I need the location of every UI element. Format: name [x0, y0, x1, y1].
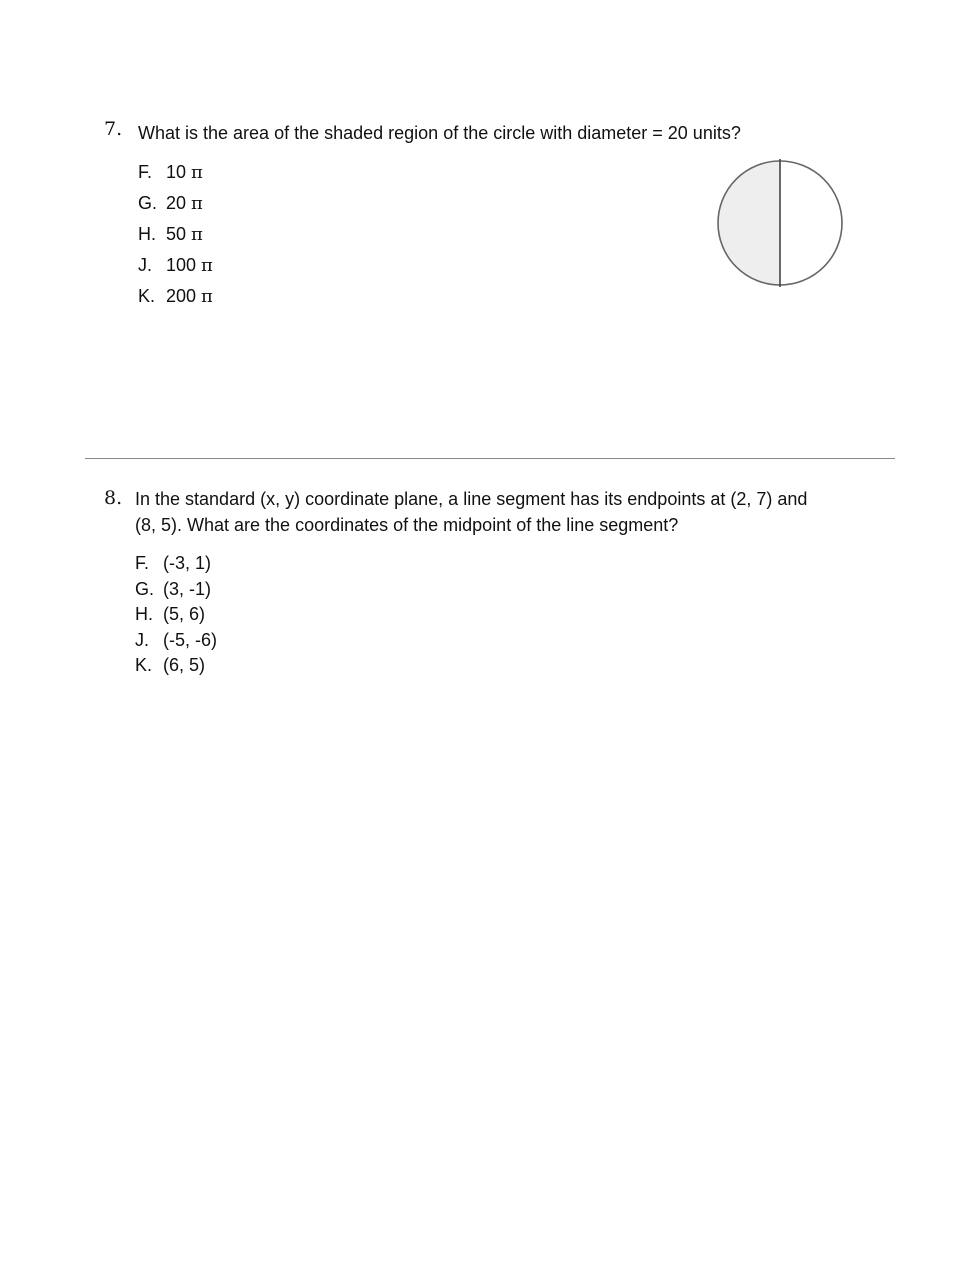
section-divider: [85, 458, 895, 459]
choice-value: (3, -1): [163, 578, 212, 599]
circle-figure: [714, 156, 846, 290]
pi-symbol: π: [201, 286, 213, 307]
pi-symbol: π: [191, 193, 203, 214]
choice-f[interactable]: [138, 162, 213, 193]
shaded-half: [718, 161, 780, 285]
choice-f[interactable]: [135, 553, 217, 579]
choice-value: 50: [166, 224, 187, 244]
choice-letter: G.: [135, 578, 155, 599]
choice-letter: J.: [138, 255, 153, 275]
pi-symbol: π: [201, 255, 213, 276]
question-7-number: 7.: [104, 118, 123, 140]
half-shaded-circle-icon: [714, 156, 846, 290]
pi-symbol: π: [191, 162, 203, 183]
question-7-choices: [138, 162, 213, 317]
question-8-choices: [135, 553, 217, 681]
choice-letter: H.: [135, 604, 153, 624]
choice-value: 200: [166, 286, 197, 306]
pi-symbol: π: [191, 224, 203, 245]
question-7-text: What is the area of the shaded region of the circle with diameter = 20 units?: [138, 123, 741, 143]
choice-letter: J.: [135, 629, 150, 650]
choice-value: 10: [166, 162, 187, 182]
choice-value: 100: [166, 255, 197, 275]
choice-letter: F.: [135, 553, 150, 573]
choice-j[interactable]: [138, 255, 213, 286]
choice-j[interactable]: [135, 630, 217, 656]
choice-letter: H.: [138, 224, 156, 244]
question-8-text-line-2: (8, 5). What are the coordinates of the midpoint of the line segment?: [135, 515, 679, 535]
choice-value: (5, 6): [163, 604, 206, 624]
choice-value: (-5, -6): [163, 629, 217, 650]
choice-k[interactable]: [138, 286, 213, 317]
choice-letter: K.: [135, 655, 153, 675]
question-8-text-line-1: In the standard (x, y) coordinate plane, a line segment has its endpoints at (2, 7) and: [135, 489, 808, 509]
choice-g[interactable]: [138, 193, 213, 224]
question-8-text: [135, 486, 807, 538]
choice-value: 20: [166, 193, 187, 213]
question-8-number: 8.: [104, 487, 123, 509]
choice-k[interactable]: [135, 655, 217, 681]
choice-h[interactable]: [135, 604, 217, 630]
choice-value: (6, 5): [163, 655, 206, 675]
choice-letter: F.: [138, 162, 153, 182]
choice-h[interactable]: [138, 224, 213, 255]
choice-g[interactable]: [135, 579, 217, 605]
choice-letter: K.: [138, 286, 156, 306]
choice-value: (-3, 1): [163, 553, 212, 573]
choice-letter: G.: [138, 193, 158, 213]
